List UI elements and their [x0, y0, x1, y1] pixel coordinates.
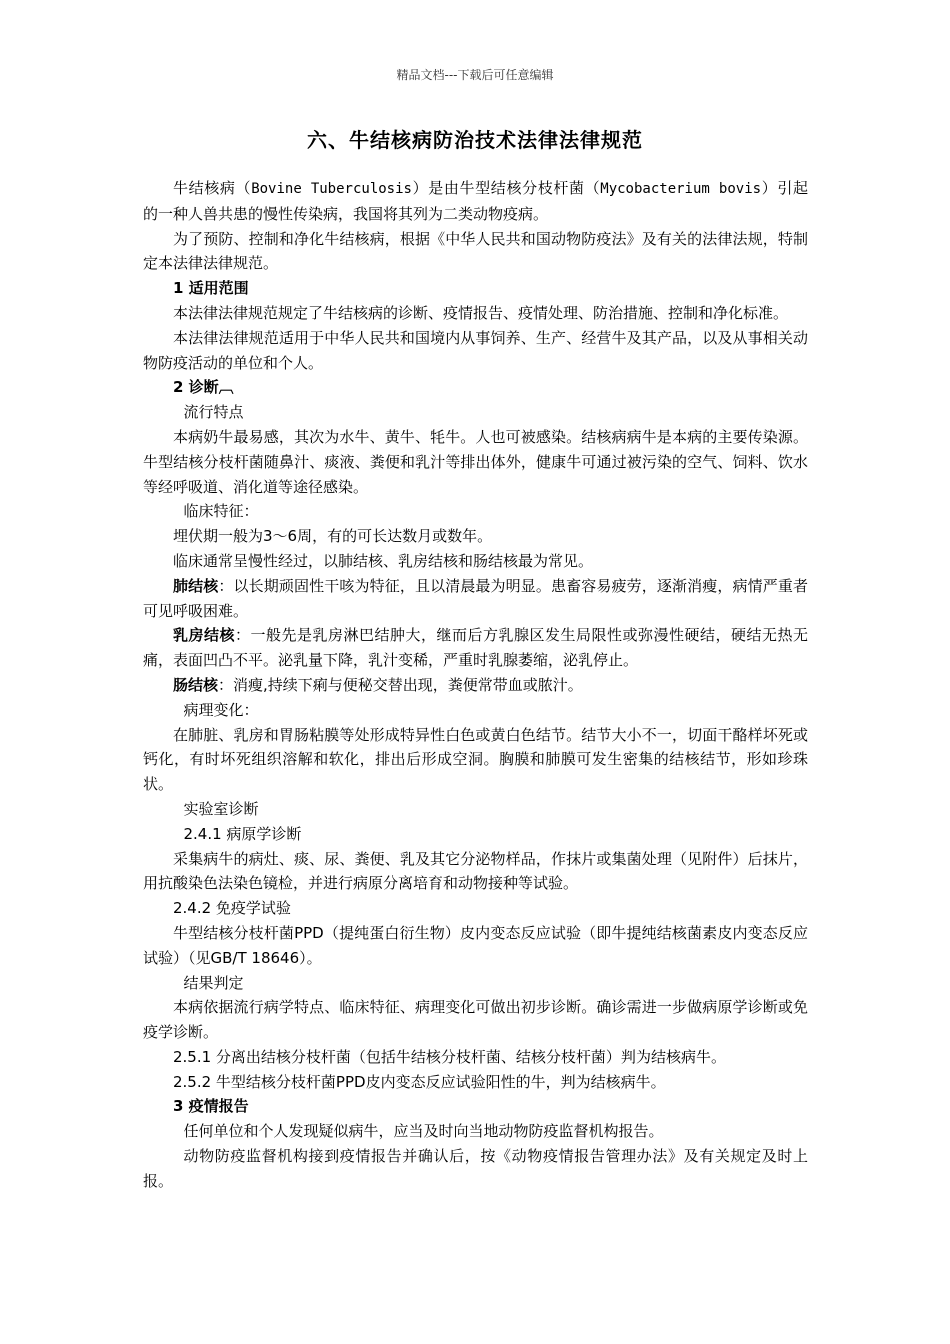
intro-text-a: 牛结核病（ — [173, 179, 252, 197]
report-paragraph-2: 动物防疫监督机构接到疫情报告并确认后，按《动物疫情报告管理办法》及有关规定及时上报。 — [143, 1147, 808, 1190]
subheading-pathogen-diagnosis: 2.4.1 病原学诊断 — [183, 824, 302, 843]
scope-paragraph-2: 本法律法律规范适用于中华人民共和国境内从事饲养、生产、经营牛及其产品，以及从事相关动物防疫活动的单位和个人。 — [143, 328, 808, 372]
diagnosis-heading-text: 2 诊断 — [173, 378, 219, 397]
section-heading-diagnosis — [143, 375, 808, 400]
breast-tb-paragraph — [143, 623, 808, 673]
result-paragraph: 本病依据流行病学特点、临床特征、病理变化可做出初步诊断。确诊需进一步做病原学诊断或免疫学诊断。 — [143, 998, 808, 1042]
breast-tb-label: 乳房结核 — [173, 626, 235, 645]
lung-tb-text: ：以长期顽固性干咳为特征，且以清晨最为明显。患畜容易疲劳，逐渐消瘦，病情严重者可见呼吸困难。 — [143, 576, 808, 620]
document-title: 六、牛结核病防治技术法律法律规范 — [307, 128, 643, 152]
section-heading-report: 3 疫情报告 — [173, 1097, 249, 1116]
clinical-paragraph-2: 临床通常呈慢性经过，以肺结核、乳房结核和肠结核最为常见。 — [173, 551, 594, 570]
latin-term-m-bovis: Mycobacterium bovis — [600, 181, 762, 197]
intro-paragraph-2: 为了预防、控制和净化牛结核病，根据《中华人民共和国动物防疫法》及有关的法律法规，特制定本法律法律规范。 — [143, 229, 808, 273]
page-header-note: 精品文档---下载后可任意编辑 — [396, 68, 554, 82]
epidemiology-paragraph: 本病奶牛最易感，其次为水牛、黄牛、牦牛。人也可被感染。结核病病牛是本病的主要传染源。牛型结核分枝杆菌随鼻汁、痰液、粪便和乳汁等排出体外，健康牛可通过被污染的空气、饲料、饮水等经呼吸道、消化道等途径感染。 — [143, 427, 808, 496]
lung-tb-label: 肺结核 — [173, 576, 219, 595]
intro-text-c: ）引起的一种人兽共患的慢性传染病，我国将其列为二类动物疫病。 — [143, 179, 808, 223]
intro-text-b: ）是由牛型结核分枝杆菌（ — [411, 179, 601, 197]
subheading-result: 结果判定 — [183, 973, 244, 992]
clinical-paragraph-1: 埋伏期一般为3～6周，有的可长达数月或数年。 — [173, 527, 493, 546]
scope-paragraph-1: 本法律法律规范规定了牛结核病的诊断、疫情报告、疫情处理、防治措施、控制和净化标准。 — [173, 303, 789, 322]
heading-bracket-mark: ︹ — [218, 378, 234, 397]
pathogen-diagnosis-paragraph: 采集病牛的病灶、痰、尿、粪便、乳及其它分泌物样品，作抹片或集菌处理（见附件）后抹片，用抗酸染色法染色镜检，并进行病原分离培育和动物接种等试验。 — [143, 849, 808, 893]
english-term-bovine-tb: Bovine Tuberculosis — [251, 181, 412, 197]
breast-tb-text: ：一般先是乳房淋巴结肿大，继而后方乳腺区发生局限性或弥漫性硬结，硬结无热无痛，表面凹凸不平。泌乳量下降，乳汁变稀，严重时乳腺萎缩，泌乳停止。 — [143, 626, 808, 670]
subheading-lab-diagnosis: 实验室诊断 — [183, 799, 259, 818]
subheading-epidemiology: 流行特点 — [183, 403, 244, 422]
intestine-tb-text: ：消瘦,持续下痢与便秘交替出现，粪便常带血或脓汁。 — [218, 675, 583, 694]
report-paragraph-1: 任何单位和个人发现疑似病牛，应当及时向当地动物防疫监督机构报告。 — [183, 1122, 664, 1141]
subheading-immunology-test: 2.4.2 免疫学试验 — [173, 899, 291, 918]
result-item-2-5-1: 2.5.1 分离出结核分枝杆菌（包括牛结核分枝杆菌、结核分枝杆菌）判为结核病牛。 — [173, 1047, 726, 1066]
document-body — [143, 176, 808, 1194]
subheading-clinical: 临床特征： — [183, 502, 259, 521]
immunology-test-paragraph: 牛型结核分枝杆菌PPD（提纯蛋白衍生物）皮内变态反应试验（即牛提纯结核菌素皮内变态反应试验）（见GB/T 18646）。 — [143, 923, 808, 967]
subheading-pathology: 病理变化： — [183, 700, 259, 719]
pathology-paragraph: 在肺脏、乳房和胃肠粘膜等处形成特异性白色或黄白色结节。结节大小不一，切面干酪样坏死或钙化，有时坏死组织溶解和软化，排出后形成空洞。胸膜和肺膜可发生密集的结核结节，形如珍珠状。 — [143, 725, 808, 794]
intestine-tb-paragraph — [143, 673, 808, 698]
result-item-2-5-2: 2.5.2 牛型结核分枝杆菌PPD皮内变态反应试验阳性的牛，判为结核病牛。 — [173, 1072, 666, 1091]
intestine-tb-label: 肠结核 — [173, 675, 219, 694]
intro-paragraph-1 — [143, 176, 808, 227]
lung-tb-paragraph — [143, 574, 808, 624]
section-heading-scope: 1 适用范围 — [173, 279, 249, 298]
